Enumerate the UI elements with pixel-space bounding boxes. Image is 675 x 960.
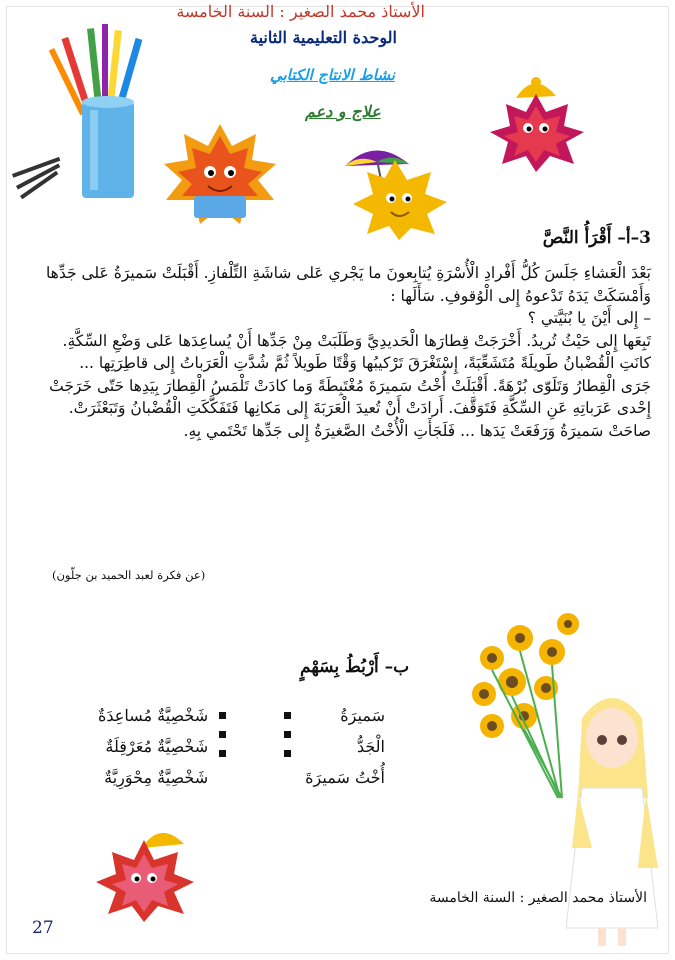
story-source: (عن فكرة لعبد الحميد بن جلّون) [52, 568, 206, 582]
story-paragraph-1: بَعْدَ الْعَشاءِ جَلَسَ كُلُّ أَفْرادِ الْأُسْرَةِ يُتابِعونَ ما يَجْري عَلى شاشَةِ التِّلْفازِ. أَقْبَلَتْ سَميرَةُ عَلى جَدِّها وَأَمْسَكَتْ يَدَهُ تَدْعوهُ إِلى الْوُقوفِ. سَأَلَها : [45, 264, 651, 305]
match-left-column [305, 700, 385, 793]
pencil-cup-illustration [10, 14, 150, 214]
match-left-item-1: سَميرَةُ [340, 706, 385, 725]
match-bullet[interactable] [284, 750, 291, 757]
footer-author: الأستاذ محمد الصغير : السنة الخامسة [429, 890, 647, 906]
match-bullet[interactable] [284, 712, 291, 719]
match-left-item-3: أُخْتُ سَميرَةَ [305, 768, 385, 787]
story-paragraph-4: صاحَتْ سَميرَةُ وَرَفَعَتْ يَدَها ... فَلَجَأَتِ الْأُخْتُ الصَّغيرَةُ إِلى جَدِّها تَحْتَمي بِهِ. [183, 421, 651, 440]
match-right-item-3: شَخْصِيَّةٌ مِحْوَرِيَّةٌ [104, 768, 209, 787]
leaf-character-red-hat [486, 76, 586, 176]
hand-shadow [12, 157, 60, 199]
match-left-bullets [284, 700, 291, 769]
section-a-heading: 3–أ– أَقْرَأُ النَّصَّ [542, 228, 651, 248]
leaf-character-bottom [94, 820, 198, 924]
story-dialog-line: – إِلى أَيْنَ يا بُنَيَّتي ؟ [527, 309, 651, 327]
page-number: 27 [32, 918, 54, 938]
match-bullet[interactable] [219, 731, 226, 738]
story-paragraph-2: تَبِعَها إِلى حَيْثُ تُريدُ. أَخْرَجَتْ قِطارَها الْحَديدِيَّ وَطَلَبَتْ مِنْ جَدِّها أَنْ يُساعِدَها عَلى وَضْعِ السِّكَّةِ. كانَتِ الْقُضْبانُ طَويلَةً مُتَشَعِّبَةً، إِسْتَغْرَقَ تَرْكيبُها وَقْتًا طَويلاً ثُمَّ شُدَّتِ الْعَرَباتُ إِلى قاطِرَتِها ... [62, 331, 651, 372]
girl-face [586, 708, 638, 768]
match-bullet[interactable] [284, 731, 291, 738]
leaf-character-orange [160, 120, 280, 230]
match-right-item-1: شَخْصِيَّةٌ مُساعِدَةٌ [98, 706, 209, 725]
leaf-character-yellow-umbrella [335, 140, 450, 240]
cup-body [82, 102, 134, 198]
match-right-column [98, 700, 208, 793]
book [194, 196, 246, 218]
unit-title: الوحدة التعليمية الثانية [250, 28, 397, 47]
match-right-item-2: شَخْصِيَّةٌ مُعَرْقِلَةٌ [105, 737, 209, 756]
match-bullet[interactable] [219, 750, 226, 757]
story-text [31, 262, 651, 442]
match-bullet[interactable] [219, 712, 226, 719]
lesson-title: علاج و دعم [305, 102, 381, 121]
activity-title: نشاط الانتاج الكتابي [270, 66, 395, 84]
header-author: الأستاذ محمد الصغير : السنة الخامسة [176, 2, 425, 21]
section-b-heading: ب– أَرْبُطُ بِسَهْمٍ [300, 657, 410, 677]
sunflowers [472, 613, 579, 798]
story-paragraph-3: جَرَى الْقِطارُ وَتَلَوّى بُرْهَةً. أَقْبَلَتْ أُخْتُ سَميرَةَ مُغْتَبِطَةً وَما كادَتْ تَلْمَسُ الْقِطارَ بِيَدِها حَتّى خَرَجَتْ إِحْدى عَرَباتِهِ عَنِ السِّكَّةِ فَتَوَقَّفَ. أَرادَتْ أَنْ تُعيدَ الْعَرَبَةَ إِلى مَكانِها فَتَفَكَّكَتِ الْقُضْبانُ وَتَبَعْثَرَتْ. [49, 376, 651, 417]
match-right-bullets [219, 700, 226, 769]
match-left-item-2: الْجَدُّ [356, 737, 385, 756]
